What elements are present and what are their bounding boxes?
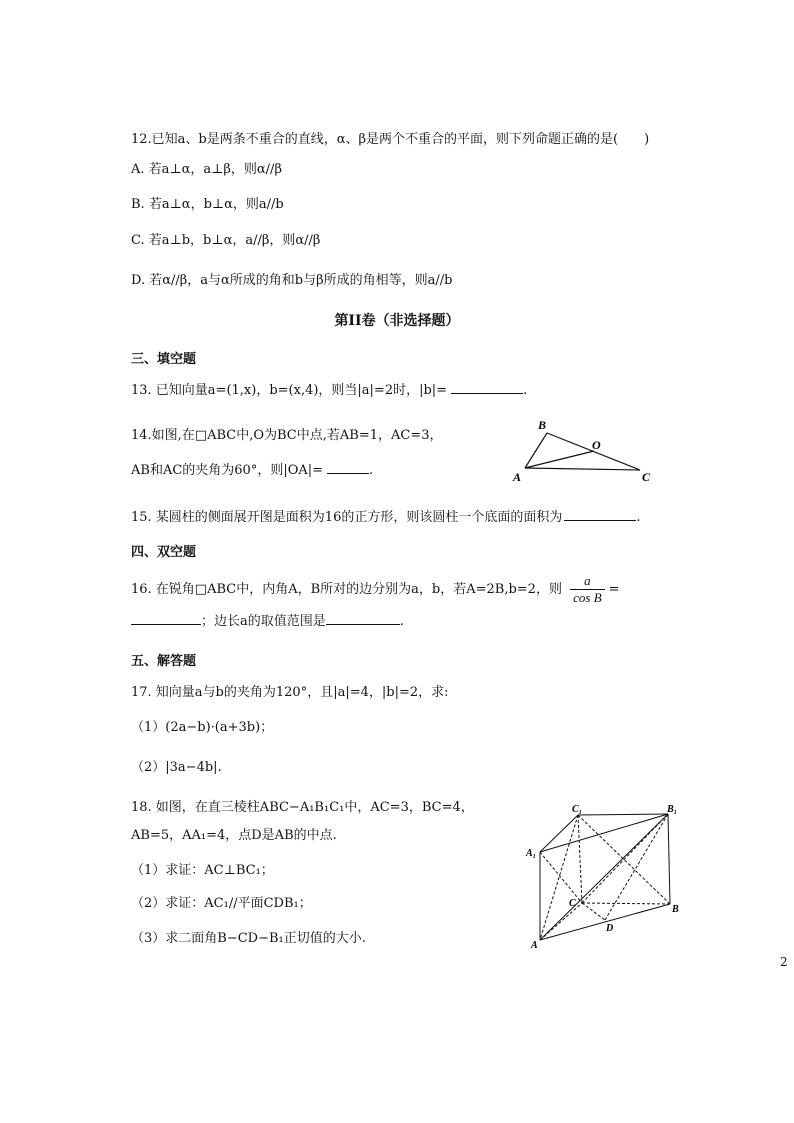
q16-text: 16. 在锐角□ABC中，内角A，B所对的边分别为a，b，若A=2B,b=2，则	[131, 582, 562, 597]
q16-fraction	[570, 573, 605, 606]
q16-fraction-numerator: a	[570, 573, 605, 590]
q14-label-o: O	[592, 438, 601, 452]
section-solve: 五、解答题	[131, 654, 197, 669]
q16-answer-blank-1	[131, 612, 201, 625]
q18-label-a: A	[531, 940, 538, 951]
q14-label-c: C	[642, 470, 651, 484]
q14-triangle-figure	[505, 418, 665, 486]
q13-text: 13. 已知向量a=(1,x)，b=(x,4)，则当|a|=2时，|b|=	[131, 383, 448, 398]
q17-part2: （2）|3a−4b|.	[131, 760, 222, 775]
q14-line2-text: AB和AC的夹角为60°，则|OA|=	[131, 463, 324, 478]
q12-option-a: A. 若a⊥α，a⊥β，则α//β	[131, 162, 282, 177]
section-double-blank: 四、双空题	[131, 545, 197, 560]
q16-line1: 16. 在锐角□ABC中，内角A，B所对的边分别为a，b，若A=2B,b=2，则 $\frac{a}{\text{cos B}}$ =	[131, 573, 620, 605]
q16-fraction-denominator: cos B	[573, 590, 602, 605]
q18-line2: AB=5，AA₁=4，点D是AB的中点.	[131, 828, 337, 843]
q14-answer-blank	[327, 461, 369, 474]
q14-line2: AB和AC的夹角为60°，则|OA|= .	[131, 463, 374, 478]
q15: 15. 某圆柱的侧面展开图是面积为16的正方形，则该圆柱一个底面的面积为 .	[131, 510, 641, 525]
q18-label-b: B	[672, 904, 679, 915]
q18-label-d: D	[606, 923, 614, 934]
q18-part2: （2）求证：AC₁//平面CDB₁；	[131, 896, 312, 911]
q15-answer-blank	[564, 508, 636, 521]
q14-label-b: B	[538, 418, 547, 432]
q13: 13. 已知向量a=(1,x)，b=(x,4)，则当|a|=2时，|b|= .	[131, 383, 528, 398]
q18-label-c: C	[569, 898, 576, 909]
q18-line1: 18. 如图，在直三棱柱ABC−A₁B₁C₁中，AC=3，BC=4，	[131, 800, 474, 815]
q18-label-c1: C₁	[572, 804, 583, 815]
q18-prism-figure	[520, 800, 695, 955]
q17-part1: （1）(2a−b)·(a+3b)；	[131, 720, 274, 735]
q12-option-d: D. 若α//β，a与α所成的角和b与β所成的角相等，则a//b	[131, 273, 453, 288]
section-fill-blank: 三、填空题	[131, 352, 197, 367]
q18-label-b1: B₁	[667, 804, 678, 815]
part2-title: 第II卷（非选择题）	[334, 313, 460, 329]
q17-stem: 17. 知向量a与b的夹角为120°，且|a|=4，|b|=2，求:	[131, 685, 449, 700]
q12-stem: 12.已知a、b是两条不重合的直线，α、β是两个不重合的平面，则下列命题正确的是( )	[131, 132, 650, 147]
q18-part3: （3）求二面角B−CD−B₁正切值的大小.	[131, 931, 366, 946]
q14-line1: 14.如图,在□ABC中,O为BC中点,若AB=1，AC=3，	[131, 428, 443, 443]
q12-option-c: C. 若a⊥b，b⊥α，a//β，则α//β	[131, 233, 321, 248]
q16-line2: ；边长a的取值范围是 .	[131, 612, 404, 631]
q12-option-b: B. 若a⊥α，b⊥α，则a//b	[131, 197, 284, 212]
page-number: 2	[780, 955, 788, 969]
q16-line2-text: ；边长a的取值范围是	[201, 614, 326, 629]
q18-label-a1: A₁	[526, 848, 537, 859]
q18-part1: （1）求证：AC⊥BC₁；	[131, 863, 274, 878]
q15-text: 15. 某圆柱的侧面展开图是面积为16的正方形，则该圆柱一个底面的面积为	[131, 510, 563, 525]
q16-answer-blank-2	[326, 612, 400, 625]
q13-answer-blank	[451, 381, 523, 394]
q14-label-a: A	[513, 470, 522, 484]
